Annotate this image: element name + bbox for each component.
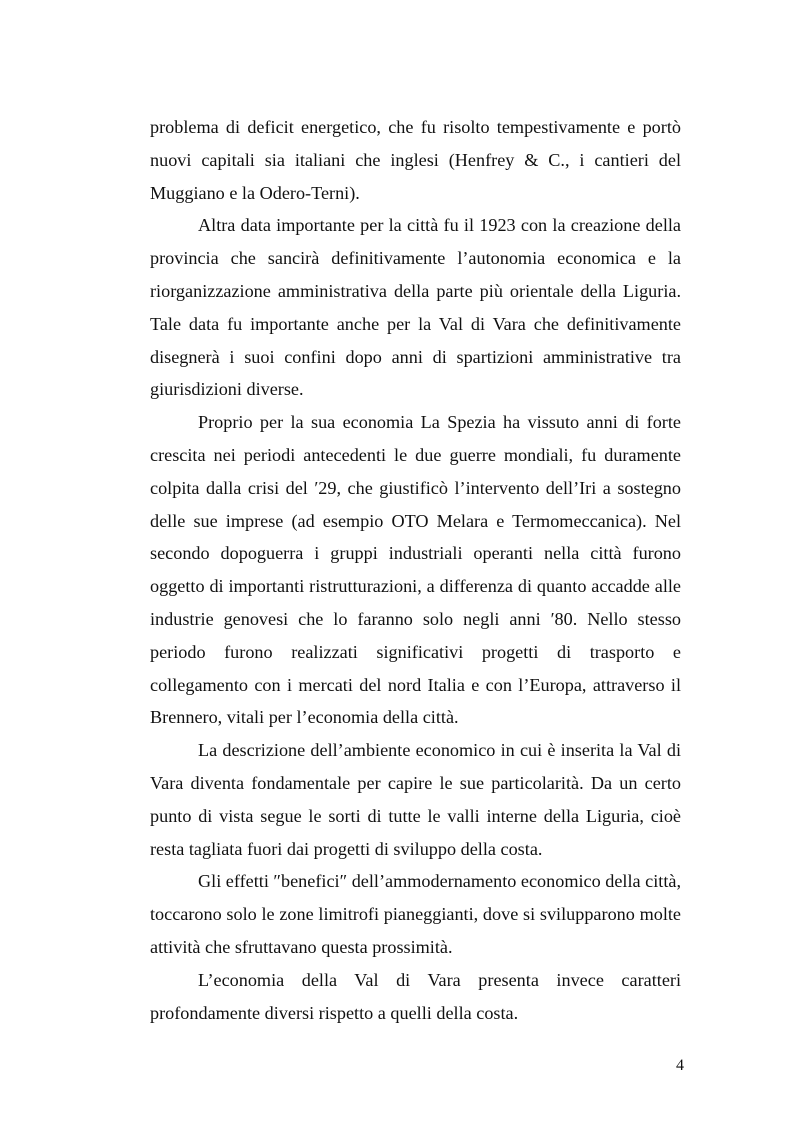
paragraph: La descrizione dell’ambiente economico in cui è inserita la Val di Vara diventa fondamentale per capire le sue particolarità. Da un certo punto di vista segue le sorti di tutte le valli interne della Liguria, cioè resta tagliata fuori dai progetti di sviluppo della costa. xyxy=(150,740,681,859)
paragraph-continued: problema di deficit energetico, che fu risolto tempestivamente e portò nuovi capitali sia italiani che inglesi (Henfrey & C., i cantieri del Muggiano e la Odero-Terni). xyxy=(150,117,681,203)
paragraph: Altra data importante per la città fu il 1923 con la creazione della provincia che sancirà definitivamente l’autonomia economica e la riorganizzazione amministrativa della parte più orientale della Liguria. Tale data fu importante anche per la Val di Vara che definitivamente disegnerà i suoi confini dopo anni di spartizioni amministrative tra giurisdizioni diverse. xyxy=(150,215,681,400)
paragraph: Proprio per la sua economia La Spezia ha vissuto anni di forte crescita nei periodi antecedenti le due guerre mondiali, fu duramente colpita dalla crisi del ′29, che giustificò l’intervento dell’Iri a sostegno delle sue imprese (ad esempio OTO Melara e Termomeccanica). Nel secondo dopoguerra i gruppi industriali operanti nella città furono oggetto di importanti ristrutturazioni, a differenza di quanto accadde alle industrie genovesi che lo faranno solo negli anni ′80. Nello stesso periodo furono realizzati significativi progetti di trasporto e collegamento con i mercati del nord Italia e con l’Europa, attraverso il Brennero, vitali per l’economia della città. xyxy=(150,412,681,728)
page-number: 4 xyxy=(676,1057,684,1074)
body-text xyxy=(150,111,681,1029)
paragraph: L’economia della Val di Vara presenta invece caratteri profondamente diversi rispetto a quelli della costa. xyxy=(150,969,681,1023)
paragraph: Gli effetti ″benefici″ dell’ammodernamento economico della città, toccarono solo le zone limitrofi pianeggianti, dove si svilupparono molte attività che sfruttavano questa prossimità. xyxy=(150,871,681,957)
